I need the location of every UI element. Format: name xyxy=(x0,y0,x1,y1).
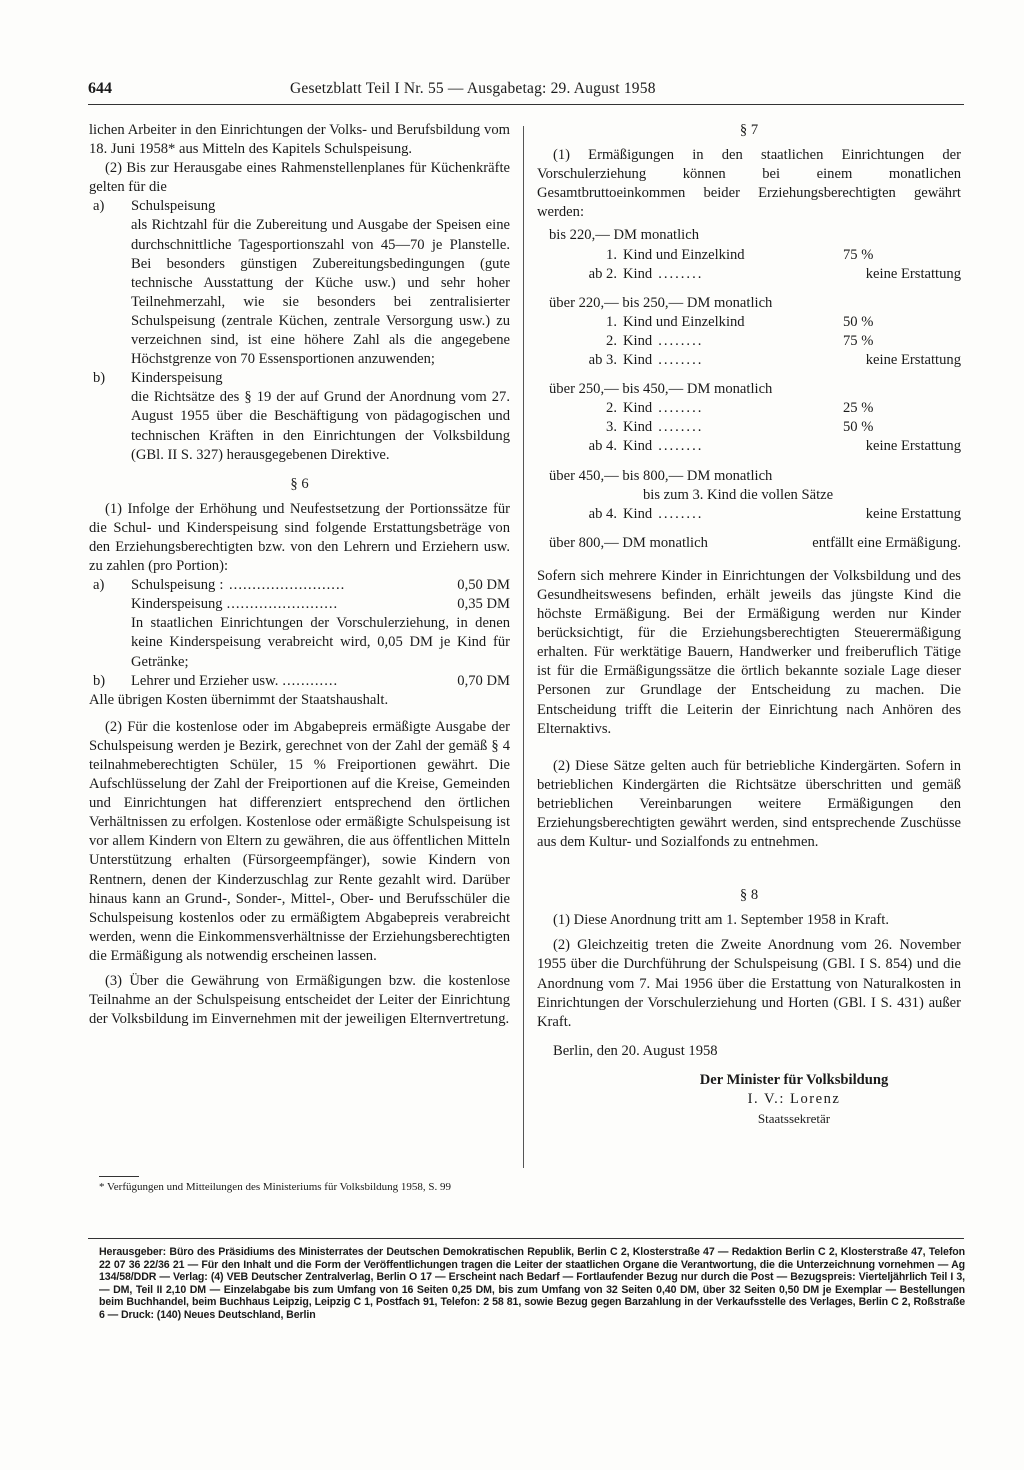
section-heading-6: § 6 xyxy=(290,475,309,492)
table-row xyxy=(537,534,961,553)
table-row xyxy=(537,351,961,370)
table-row xyxy=(537,246,961,265)
row-value: entfällt eine Ermäßigung. xyxy=(812,534,961,551)
row-value: keine Erstattung xyxy=(865,438,961,455)
paragraph-6-1: (1) Infolge der Erhöhung und Neufestsetzung der Portionssätze für die Schul- und Kinderspeisung sind folgende Erstattungsbeträge von den Erziehungsberechtigten bzw. von den Lehrern und Erziehern usw. zu zahlen (pro Portion): xyxy=(89,500,510,575)
signature-name: I. V.: Lorenz xyxy=(747,1091,841,1108)
paragraph-6-3: (3) Über die Gewährung von Ermäßigungen bzw. die kostenlose Teilnahme an der Schulspeisung entscheidet der Leiter der Einrichtung der Volksbildung im Einvernehmen mit der jeweiligen Elternvertretung. xyxy=(89,973,510,1028)
left-column xyxy=(89,121,510,1029)
row-prefix: 3. xyxy=(606,419,617,436)
paragraph-7-2: (2) Diese Sätze gelten auch für betriebliche Kindergärten. Sofern in betrieblichen Kindergärten die Richtsätze überschritten und gemäß betrieblichen Vereinbarungen weitere Ermäßigungen den Erziehungsberechtigten gewährt werden, sind entsprechende Zuschüsse aus dem Kultur- und Sozialfonds zu entnehmen. xyxy=(537,757,961,851)
row-label: Kind und Einzelkind xyxy=(623,313,745,330)
row-prefix: ab 3. xyxy=(588,352,617,369)
leader-dots: ............ xyxy=(282,672,339,689)
leader-dots: ........ xyxy=(658,332,704,349)
leader-dots: ........................ xyxy=(226,596,339,613)
paragraph-5-2: (2) Bis zur Herausgabe eines Rahmenstellenplanes für Küchenkräfte gelten für die xyxy=(89,160,510,196)
bracket-heading: über 250,— bis 450,— DM monatlich xyxy=(549,381,773,398)
row-value: 75 % xyxy=(843,332,874,349)
list-label: a) xyxy=(93,577,105,594)
rate-row-a1 xyxy=(89,576,510,595)
row-value: keine Erstattung xyxy=(865,265,961,282)
row-label: Kind und Einzelkind xyxy=(623,246,745,263)
right-column xyxy=(537,121,961,1128)
rate-value: 0,35 DM xyxy=(457,596,510,613)
row-prefix: 2. xyxy=(606,332,617,349)
page-header xyxy=(88,80,962,104)
list-item-b-text: die Richtsätze des § 19 der auf Grund der Anordnung vom 27. August 1955 über die Beschäftigung von pädagogischen und technischen Kräften in den Einrichtungen der Volksbildung (GBl. II S. 327) herausgegebenen Direktive. xyxy=(131,389,510,463)
row-label: Kind xyxy=(623,505,653,522)
table-row xyxy=(537,505,961,524)
paragraph-7-1: (1) Ermäßigungen in den staatlichen Einrichtungen der Vorschulerziehung können bei einem monatlichen Gesamtbruttoeinkommen beider Erziehungsberechtigten gewährt werden: xyxy=(537,147,961,221)
row-prefix: 1. xyxy=(606,313,617,330)
list-title: Schulspeisung xyxy=(131,198,216,215)
leader-dots: ........ xyxy=(658,352,704,369)
list-item-b xyxy=(89,369,510,388)
table-row xyxy=(537,437,961,456)
list-label: b) xyxy=(93,370,106,387)
list-item-a-text: als Richtzahl für die Zubereitung und Ausgabe der Speisen eine durchschnittliche Tagesportionszahl von 45—70 je Planstelle. Bei besonders günstigen Zubereitungsbedingungen (gute technische Ausstattung der Küche usw.) und sehr hoher Teilnehmerzahl, wie sie besonders bei zentralisierter Schulspeisung (zentrale Küchen, zentrale Versorgung usw.) zu verzeichnen sind, ist eine höhere Zahl als die angegebene Höchstgrenze von 70 Essensportionen anzuwenden; xyxy=(131,217,510,368)
row-label: über 800,— DM monatlich xyxy=(549,534,708,551)
rate-row-a2 xyxy=(89,595,510,614)
section-heading-7: § 7 xyxy=(739,122,759,138)
imprint-rule xyxy=(88,1238,964,1239)
footnote-text: * Verfügungen und Mitteilungen des Ministeriums für Volksbildung 1958, S. 99 xyxy=(99,1181,451,1193)
rate-value: 0,50 DM xyxy=(457,577,510,594)
paragraph-6-2: (2) Für die kostenlose oder im Abgabepreis ermäßigte Ausgabe der Schulspeisung werden je Bezirk, gerechnet von der Zahl der gemäß § 4 teilnahmeberechtigten Schüler, 15 % Freiportionen gewährt. Die Aufschlüsselung der Zahl der Freiportionen auf die Kreise, Gemeinden und Einrichtungen hat differenziert entsprechend den örtlichen Verhältnissen zu erfolgen. Kostenlose oder ermäßigte Schulspeisung ist vor allem Kindern von Eltern zu gewähren, die aus öffentlichen Mitteln Unterstützung erhalten (Fürsorgeempfänger), sowie Kindern von Rentnern, denen der Kinderzuschlag zur Rente gezahlt wird. Darüber hinaus kann an Grund-, Sonder-, Mittel-, Ober- und Berufsschüler die Schulspeisung kostenlos oder zu ermäßigtem Abgabepreis verabreicht werden, wenn die Einkommensverhältnisse der Erziehungsberechtigten die Ermäßigung als notwendig erscheinen lassen. xyxy=(89,718,510,964)
list-label: a) xyxy=(93,198,105,215)
footnote-rule xyxy=(99,1176,139,1177)
row-label: Kind xyxy=(623,332,653,349)
signature-minister: Der Minister für Volksbildung xyxy=(699,1071,889,1088)
row-label: Kind xyxy=(623,438,653,455)
page-number: 644 xyxy=(88,80,112,97)
rate-row-b xyxy=(89,672,510,691)
row-value: 50 % xyxy=(843,313,874,330)
page-title: Gesetzblatt Teil I Nr. 55 — Ausgabetag: 29. August 1958 xyxy=(290,80,656,97)
rest-costs: Alle übrigen Kosten übernimmt der Staatshaushalt. xyxy=(89,691,389,708)
row-prefix: ab 4. xyxy=(588,438,617,455)
intro-text: lichen Arbeiter in den Einrichtungen der Volks- und Berufsbildung vom 18. Juni 1958* aus Mitteln des Kapitels Schulspeisung. xyxy=(89,122,510,158)
table-row xyxy=(537,332,961,351)
imprint: Herausgeber: Büro des Präsidiums des Ministerrates der Deutschen Demokratischen Republik, Berlin C 2, Klosterstraße 47 — Redaktion Berlin C 2, Klosterstraße 47, Telefon 22 07 36 22/36 21 — Für den Inhalt und die Form der Veröffentlichungen tragen die Leiter der staatlichen Organe die Verantwortung, die die Unterzeichnung vornehmen — Ag 134/58/DDR — Verlag: (4) VEB Deutscher Zentralverlag, Berlin O 17 — Erscheint nach Bedarf — Fortlaufender Bezug nur durch die Post — Bezugspreis: Vierteljährlich Teil I 3,— DM, Teil II 2,10 DM — Einzelabgabe bis zum Umfang von 16 Seiten 0,25 DM, bis zum Umfang von 32 Seiten 0,40 DM, über 32 Seiten 0,50 DM je Exemplar — Bestellungen beim Buchhandel, beim Buchhaus Leipzig, Leipzig C 1, Postfach 91, Telefon: 2 58 81, sowie Bezug gegen Barzahlung in der Verkaufsstelle des Verlages, Berlin C 2, Roßstraße 6 — Druck: (140) Neues Deutschland, Berlin xyxy=(99,1246,965,1321)
row-prefix: 1. xyxy=(606,246,617,263)
place-date: Berlin, den 20. August 1958 xyxy=(553,1042,718,1059)
paragraph-7-1b: Sofern sich mehrere Kinder in Einrichtungen der Volksbildung und des Gesundheitswesens befinden, erhält jeweils das jüngste Kind die höchste Ermäßigung. Bei der Ermäßigung werden nur Kinder berücksichtigt, für die Erziehungsberechtigten Steuerermäßigung erhalten. Für werktätige Bauern, Handwerker und freiberuflich Tätige ist für die Ermäßigungssätze die örtlich bekannte soziale Lage dieser Personen zur Grundlage der Entscheidung zu machen. Die Entscheidung trifft die Leiterin der Einrichtung nach Anhören des Elternaktivs. xyxy=(537,567,961,737)
table-row xyxy=(537,313,961,332)
paragraph-8-2: (2) Gleichzeitig treten die Zweite Anordnung vom 26. November 1955 über die Durchführung der Schulspeisung (GBl. I S. 854) und die Anordnung vom 7. Mai 1956 über die Erstattung von Naturalkosten in Einrichtungen der Vorschulerziehung und Horten (GBl. I S. 431) außer Kraft. xyxy=(537,937,961,1030)
row-value: 50 % xyxy=(843,419,874,436)
row-value: 75 % xyxy=(843,246,874,263)
row-prefix: ab 4. xyxy=(588,505,617,522)
rate-label: Lehrer und Erzieher usw. xyxy=(131,672,279,689)
column-divider xyxy=(523,126,524,1168)
table-row xyxy=(537,265,961,284)
bracket-heading: über 450,— bis 800,— DM monatlich xyxy=(549,467,773,484)
rate-value: 0,70 DM xyxy=(457,672,510,689)
list-item-a xyxy=(89,197,510,216)
table-row xyxy=(537,418,961,437)
section-heading-8: § 8 xyxy=(739,887,759,904)
paragraph-8-1: (1) Diese Anordnung tritt am 1. September 1958 in Kraft. xyxy=(553,912,889,929)
list-label: b) xyxy=(93,672,106,689)
list-title: Kinderspeisung xyxy=(131,370,223,387)
row-value: keine Erstattung xyxy=(865,352,961,369)
rate-label: Kinderspeisung xyxy=(131,596,223,613)
row-prefix: 2. xyxy=(606,400,617,417)
rate-note: In staatlichen Einrichtungen der Vorschulerziehung, in denen keine Kinderspeisung verabreicht wird, 0,05 DM je Kind für Getränke; xyxy=(131,615,510,670)
row-label: Kind xyxy=(623,265,653,282)
leader-dots: ........ xyxy=(658,265,704,282)
bracket-subline: bis zum 3. Kind die vollen Sätze xyxy=(643,486,834,503)
row-label: Kind xyxy=(623,419,653,436)
leader-dots: : ......................... xyxy=(219,577,346,594)
row-prefix: ab 2. xyxy=(588,265,617,282)
row-value: keine Erstattung xyxy=(865,505,961,522)
bracket-heading: über 220,— bis 250,— DM monatlich xyxy=(549,294,773,311)
row-value: 25 % xyxy=(843,400,874,417)
rate-label: Schulspeisung xyxy=(131,577,216,594)
row-label: Kind xyxy=(623,400,653,417)
leader-dots: ........ xyxy=(658,419,704,436)
bracket-heading: bis 220,— DM monatlich xyxy=(549,227,699,244)
footnote xyxy=(99,1176,519,1194)
leader-dots: ........ xyxy=(658,400,704,417)
signature-role: Staatssekretär xyxy=(757,1111,831,1127)
leader-dots: ........ xyxy=(658,505,704,522)
leader-dots: ........ xyxy=(658,438,704,455)
row-label: Kind xyxy=(623,352,653,369)
header-rule xyxy=(88,104,964,105)
table-row xyxy=(537,399,961,418)
